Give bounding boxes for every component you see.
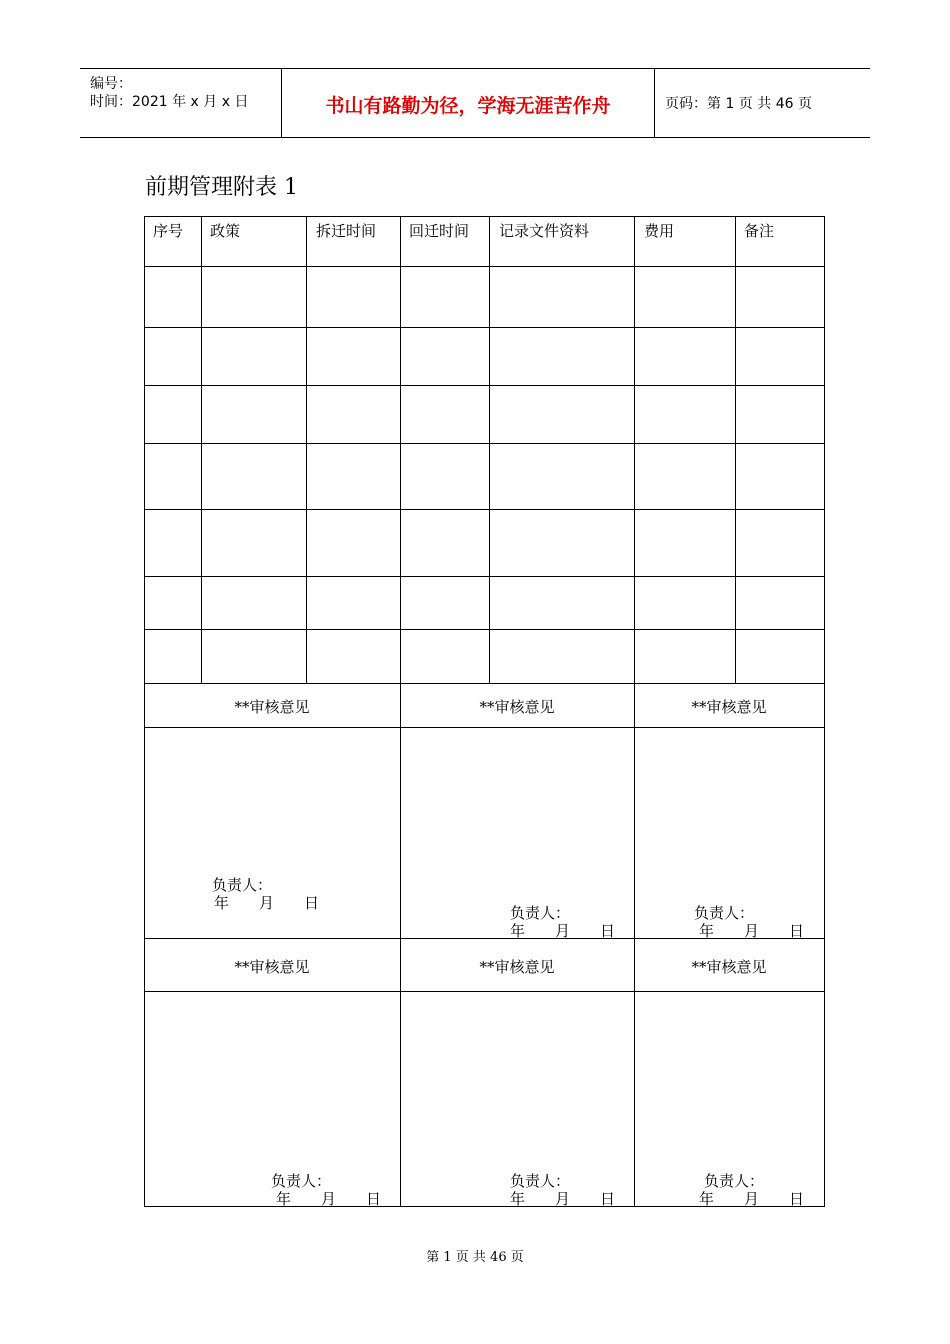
col-header-demolition-time: 拆迁时间: [316, 222, 377, 240]
date-label: 年 月 日: [699, 1190, 805, 1208]
table-line: [144, 727, 825, 728]
page-title: 前期管理附表 1: [145, 175, 298, 200]
col-header-records: 记录文件资料: [499, 222, 590, 240]
review-header: **审核意见: [479, 958, 555, 976]
date-label: 年 月 日: [699, 922, 805, 940]
responsible-person-label: 负责人：: [510, 904, 571, 922]
review-header: **审核意见: [691, 958, 767, 976]
table-line: [824, 216, 825, 1207]
page-header: [80, 68, 870, 138]
table-line: [144, 266, 825, 267]
review-header: **审核意见: [234, 698, 310, 716]
date-label: 年 月 日: [214, 894, 320, 912]
responsible-person-label: 负责人：: [704, 1172, 765, 1190]
header-slogan-cell: [282, 69, 655, 137]
responsible-person-label: 负责人：: [694, 904, 755, 922]
table-line: [144, 991, 825, 992]
review-header: **审核意见: [479, 698, 555, 716]
col-header-return-time: 回迁时间: [409, 222, 470, 240]
table-line: [144, 576, 825, 577]
responsible-person-label: 负责人：: [271, 1172, 332, 1190]
table-line: [144, 629, 825, 630]
date-label: 年 月 日: [510, 922, 616, 940]
table-line: [144, 385, 825, 386]
table-line: [144, 327, 825, 328]
page-code: 页码：第 1 页 共 46 页: [665, 96, 812, 112]
table-line: [144, 509, 825, 510]
table-line: [144, 443, 825, 444]
table-line: [489, 216, 490, 683]
time-label: 时间：2021 年 x 月 x 日: [90, 94, 249, 110]
table-line: [144, 216, 825, 217]
col-header-remarks: 备注: [744, 222, 775, 240]
attachment-table: [144, 216, 825, 1207]
col-header-cost: 费用: [644, 222, 675, 240]
responsible-person-label: 负责人：: [510, 1172, 571, 1190]
review-header: **审核意见: [234, 958, 310, 976]
number-label: 编号：: [90, 76, 132, 92]
table-line: [144, 683, 825, 684]
header-meta: [80, 69, 282, 137]
table-line: [735, 216, 736, 683]
slogan: 书山有路勤为径，学海无涯苦作舟: [325, 95, 611, 117]
date-label: 年 月 日: [510, 1190, 616, 1208]
page-footer: 第 1 页 共 46 页: [426, 1250, 524, 1265]
review-header: **审核意见: [691, 698, 767, 716]
date-label: 年 月 日: [276, 1190, 382, 1208]
responsible-person-label: 负责人：: [212, 876, 273, 894]
col-header-policy: 政策: [210, 222, 241, 240]
table-line: [306, 216, 307, 683]
col-header-index: 序号: [153, 222, 184, 240]
table-line: [201, 216, 202, 683]
